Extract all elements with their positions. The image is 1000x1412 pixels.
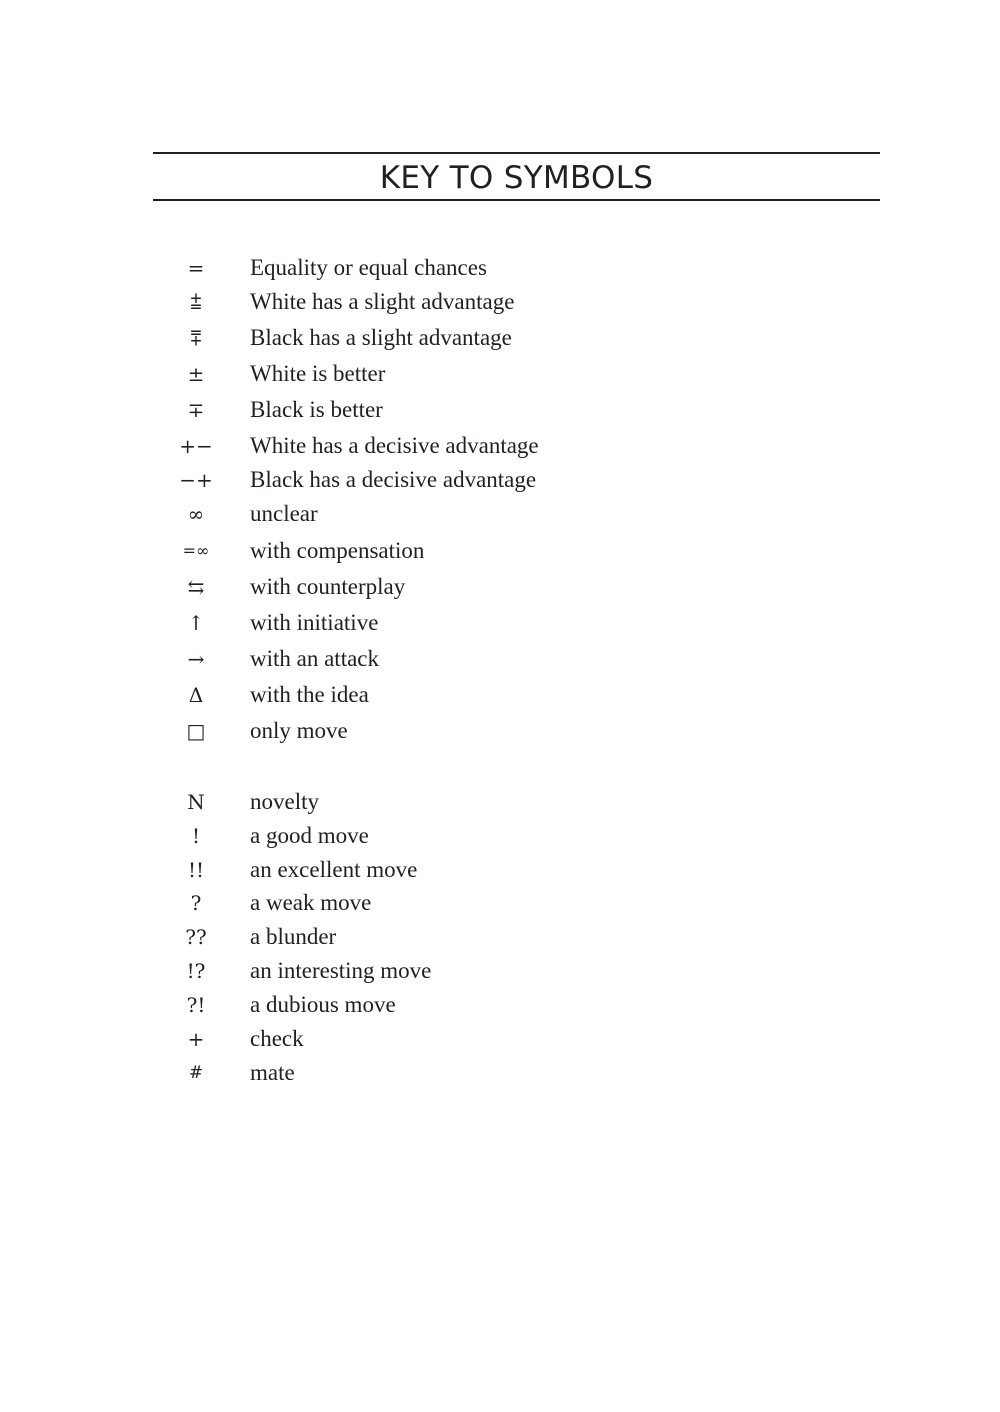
symbol-meaning: with counterplay <box>250 574 406 599</box>
symbol-row-black-slight <box>0 322 700 354</box>
symbol: ?! <box>186 993 206 1017</box>
symbol-row-equality <box>0 252 700 284</box>
symbol: # <box>188 1063 204 1083</box>
symbol-row-white-decisive <box>0 430 700 462</box>
symbol-row-weak-move <box>0 887 700 919</box>
symbol-meaning: only move <box>250 718 348 743</box>
symbol: !! <box>187 858 205 882</box>
symbol-meaning: check <box>250 1026 304 1051</box>
symbol-meaning: a weak move <box>250 890 372 915</box>
symbol-meaning: Black is better <box>250 397 383 422</box>
symbol-row-interesting-move <box>0 955 700 987</box>
symbol: ± <box>187 362 205 386</box>
symbol-meaning: novelty <box>250 789 319 814</box>
page-title: KEY TO SYMBOLS <box>379 160 654 196</box>
symbol-meaning: an interesting move <box>250 958 432 983</box>
symbol-row-idea <box>0 679 700 711</box>
symbol-meaning: a dubious move <box>250 992 396 1017</box>
symbol: −+ <box>179 468 213 492</box>
symbol-row-black-decisive <box>0 464 700 496</box>
symbol-row-blunder <box>0 921 700 953</box>
symbol-row-good-move <box>0 820 700 852</box>
symbol-meaning: a good move <box>250 823 369 848</box>
symbol: ↑ <box>187 611 205 635</box>
symbol-meaning: a blunder <box>250 924 337 949</box>
symbol: ⩱ <box>190 326 202 350</box>
symbol-row-unclear <box>0 498 700 530</box>
symbol-meaning: with initiative <box>250 610 379 635</box>
symbol: ? <box>190 891 202 915</box>
symbol-row-white-slight <box>0 286 700 318</box>
symbol: ! <box>191 824 201 848</box>
symbol-meaning: Black has a decisive advantage <box>250 467 537 492</box>
symbol-meaning: unclear <box>250 501 318 526</box>
symbol: □ <box>186 719 206 743</box>
symbol-meaning: White is better <box>250 361 386 386</box>
symbol: N <box>187 790 205 814</box>
symbol: → <box>187 647 205 671</box>
symbol: ⩲ <box>190 290 202 314</box>
symbol-row-excellent-move <box>0 854 700 886</box>
symbol-meaning: White has a decisive advantage <box>250 433 539 458</box>
symbol-row-mate <box>0 1057 700 1089</box>
symbol: ?? <box>185 925 207 949</box>
symbol-meaning: Equality or equal chances <box>250 255 487 280</box>
symbol-row-check <box>0 1023 700 1055</box>
symbol-row-only-move <box>0 715 700 747</box>
symbol: =∞ <box>182 541 210 560</box>
symbol: ∞ <box>187 502 205 526</box>
symbol: +− <box>179 434 213 458</box>
symbol-row-novelty <box>0 786 700 818</box>
symbol: !? <box>186 959 206 983</box>
symbol-row-attack <box>0 643 700 675</box>
symbol: + <box>187 1027 205 1051</box>
symbol-meaning: Black has a slight advantage <box>250 325 512 350</box>
symbol-row-black-better <box>0 394 700 426</box>
symbol: ⇆ <box>187 575 205 599</box>
symbol-meaning: with compensation <box>250 538 425 563</box>
symbol: = <box>187 256 205 280</box>
symbol-row-counterplay <box>0 571 700 603</box>
symbol: Δ <box>188 683 204 707</box>
symbol: ∓ <box>187 398 205 422</box>
symbol-meaning: mate <box>250 1060 295 1085</box>
symbol-meaning: an excellent move <box>250 857 418 882</box>
symbol-row-initiative <box>0 607 700 639</box>
symbol-row-compensation <box>0 535 700 567</box>
symbol-meaning: with the idea <box>250 682 369 707</box>
symbol-row-dubious-move <box>0 989 700 1021</box>
symbol-meaning: with an attack <box>250 646 380 671</box>
symbol-row-white-better <box>0 358 700 390</box>
symbol-meaning: White has a slight advantage <box>250 289 515 314</box>
